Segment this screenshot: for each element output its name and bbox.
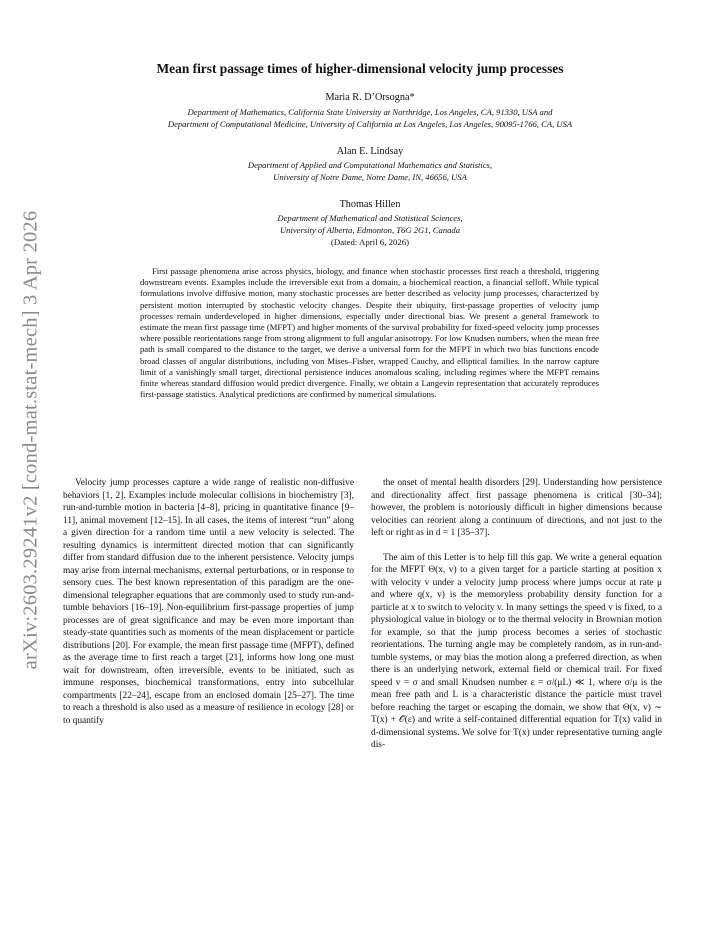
paper-title: Mean first passage times of higher-dimensional velocity jump processes	[156, 61, 564, 76]
author-name: Alan E. Lindsay	[336, 146, 404, 157]
body-column-right	[371, 477, 662, 752]
author-name: Maria R. D’Orsogna*	[325, 92, 415, 103]
abstract: First passage phenomena arise across physics, biology, and finance when stochastic processes first reach a threshold, triggering downstream events. Examples include the irreversible exit from a domain, a biochemical reaction, a financial selloff. While typical formulations involve diffusive motion, many stochastic processes are better described as velocity jump processes, characterized by persistent motion interrupted by stochastic velocity changes. Despite their ubiquity, first-passage properties of velocity jump processes remain underdeveloped in higher dimensions, especially under directional bias. We present a general framework to estimate the mean first passage time (MFPT) and higher moments of the survival probability for fixed-speed velocity jump processes where possible reorientations range from strong alignment to full angular anisotropy. For low Knudsen numbers, when the mean free path is small compared to the distance to the target, we derive a universal form for the MFPT in which two bias functions encode broad classes of angular distributions, including von Mises–Fisher, wrapped Cauchy, and elliptical families. In the narrow capture limit of a vanishingly small target, directional persistence induces anomalous scaling, including regimes where the MFPT remains finite whereas standard diffusion would predict divergence. Finally, we obtain a Langevin representation that accurately reproduces first-passage statistics. Analytical predictions are confirmed by numerical simulations.	[140, 266, 599, 400]
dated-line: (Dated: April 6, 2026)	[330, 237, 410, 247]
author-affiliation: University of Notre Dame, Notre Dame, IN, 46656, USA	[273, 172, 467, 182]
arxiv-stamp	[13, 205, 49, 675]
author-name: Thomas Hillen	[339, 199, 401, 210]
author-affiliation: Department of Applied and Computational Mathematics and Statistics,	[247, 160, 493, 170]
body-paragraph: Velocity jump processes capture a wide range of realistic non-diffusive behaviors [1, 2]. Examples include molecular collisions in biochemistry [3], run-and-tumble motion in bacteria [4–8], pricing in quantitative finance [9–11], animal movement [12–15]. In all cases, the items of interest “run” along a given direction for a random time until a new velocity is selected. The resulting dynamics is intermittent directed motion that can significantly differ from standard diffusion due to the inherent persistence. Velocity jumps may arise from internal mechanisms, external perturbations, or in response to sensory cues. The best known representation of this paradigm are the one-dimensional telegrapher equations that are commonly used to study run-and-tumble behaviors [16–19]. Non-equilibrium first-passage properties of jump processes are of great significance and may be even more important than steady-state quantities such as moments of the mean displacement or particle distributions [20]. For example, the mean first passage time (MFPT), defined as the average time to first reach a target [21], informs how long one must wait for downstream, often irreversible, events to be initiated, such as immune responses, biochemical transformations, entry into subcellular compartments [22–24], escape from an enclosed domain [25–27]. The time to reach a threshold is also used as a measure of resilience in ecology [28] or to quantify	[63, 478, 354, 726]
author-affiliation: Department of Mathematics, California State University at Northridge, Los Angeles, CA, 91330, USA and	[187, 107, 553, 117]
body-column-left	[63, 477, 354, 727]
author-affiliation: University of Alberta, Edmonton, T6G 2G1, Canada	[279, 225, 461, 235]
body-paragraph: The aim of this Letter is to help fill this gap. We write a general equation for the MFPT Θ(x, v) to a given target for a particle starting at position x with velocity v under a velocity jump process where jumps occur at rate μ and where q(x, v) is the memoryless probability density function for a particle at x to switch to velocity v. In many settings the speed v is fixed, to a physiological value in biology or to the thermal velocity in Brownian motion for example, so that the jump process becomes a series of stochastic reorientations. The turning angle may be completely random, as in run-and-tumble systems, or may bias the motion along a preferred direction, as when there is an underlying network, external field or chemical trail. For fixed speed v = σ and small Knudsen number ε = σ/(μL) ≪ 1, where σ/μ is the mean free path and L is a characteristic distance the particle must travel before reaching the target or escaping the domain, we show that Θ(x, v) ∼ T(x) + 𝒪(ε) and write a self-contained differential equation for T(x) valid in d-dimensional systems. We solve for T(x) under representative turning angle dis-	[371, 552, 662, 750]
author-affiliation: Department of Computational Medicine, University of California at Los Angeles, Los Angeles, 90095-1766, CA, USA	[167, 119, 573, 129]
author-affiliation: Department of Mathematical and Statistical Sciences,	[277, 213, 463, 223]
arxiv-stamp-text: arXiv:2603.29241v2 [cond-mat.stat-mech] 3 Apr 2026	[19, 210, 42, 670]
body-paragraph: the onset of mental health disorders [29]. Understanding how persistence and directionality affect first passage phenomena is critical [30–34]; however, the problem is notoriously difficult in higher dimensions because velocities can reorient along a continuum of directions, and not just to the left or right as in d = 1 [35–37].	[371, 478, 662, 538]
